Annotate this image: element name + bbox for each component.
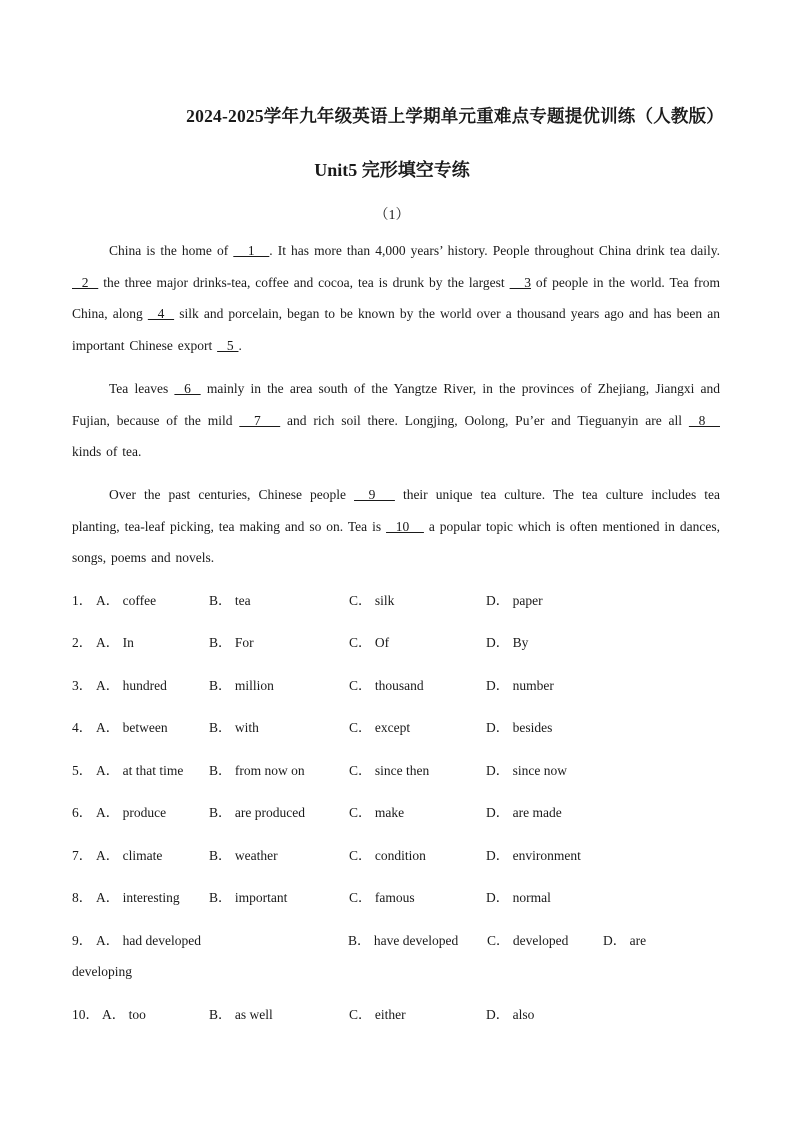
option-c: C． silk [349, 593, 395, 608]
option-d: D． also [486, 1007, 535, 1022]
blank-2: 2 [72, 274, 99, 290]
blank-4: 4 [147, 306, 175, 321]
option-c: C． famous [349, 890, 415, 905]
option-b: B． million [209, 678, 274, 693]
passage-paragraph-3 [72, 479, 720, 574]
option-b: B． as well [209, 1007, 273, 1022]
question-number: 6． [72, 805, 93, 820]
passage-text: Over the past centuries, Chinese people [109, 487, 355, 502]
option-d: D． number [486, 678, 554, 693]
option-c: C． since then [349, 763, 430, 778]
option-b: B． tea [209, 593, 251, 608]
passage-text: and rich soil there. Longjing, Oolong, Pu’er and Tieguanyin are all [280, 412, 689, 428]
option-b: B． weather [209, 848, 278, 863]
question-4 [72, 717, 732, 739]
question-9-wrap [72, 961, 732, 983]
option-a: A． between [96, 720, 168, 735]
option-c: C． either [349, 1007, 406, 1022]
option-b: B． have developed [348, 933, 459, 948]
option-d: D． since now [486, 763, 567, 778]
question-number: 3． [72, 678, 93, 693]
option-b: B． For [209, 635, 254, 650]
question-number: 8． [72, 890, 93, 905]
option-c: C． Of [349, 635, 390, 650]
option-b: B． important [209, 890, 288, 905]
option-a: A． interesting [96, 890, 180, 905]
passage-text: kinds of tea. [72, 444, 142, 459]
option-c: C． except [349, 720, 411, 735]
unit-subtitle: Unit5 完形填空专练 [314, 160, 470, 180]
option-d: D． are made [486, 805, 562, 820]
passage-text: the three major drinks-tea, coffee and cocoa, tea is drunk by the largest [98, 274, 510, 290]
passage-text: their unique tea culture. The tea culture includes tea planting, tea-leaf picking, tea making and so on. Tea is [72, 487, 720, 534]
question-number: 4． [72, 720, 93, 735]
option-a: A． In [96, 635, 134, 650]
blank-8: 8 [688, 412, 720, 428]
question-number: 5． [72, 763, 93, 778]
passage-text: mainly in the area south of the Yangtze River, in the provinces of Zhejiang, Jiangxi and Fujian, because of the mild [72, 381, 720, 428]
passage-text: a popular topic which is often mentioned in dances, songs, poems and novels. [72, 518, 720, 565]
option-c: C． make [349, 805, 405, 820]
passage-text: Tea leaves [109, 381, 175, 396]
option-d-continued: developing [72, 964, 132, 979]
passage-text: . [238, 337, 242, 353]
option-d: D． By [486, 635, 529, 650]
question-number: 2． [72, 635, 93, 650]
option-c: C． condition [349, 848, 426, 863]
document-title: 2024-2025学年九年级英语上学期单元重难点专题提优训练（人教版） [186, 106, 724, 126]
option-c: C． thousand [349, 678, 424, 693]
option-a: A． coffee [96, 593, 157, 608]
question-number: 10． [72, 1007, 99, 1022]
option-a: A． too [102, 1007, 146, 1022]
passage-text: of people in the world. Tea from China, along [72, 274, 720, 321]
section-number: （1） [374, 208, 410, 223]
blank-10: 10 [386, 518, 424, 534]
question-10 [72, 1004, 732, 1026]
passage-text: silk and porcelain, began to be known by the world over a thousand years ago and has been an important Chinese export [72, 306, 720, 353]
blank-9: 9 [354, 487, 395, 502]
option-d: D． are [603, 933, 647, 948]
question-9 [72, 930, 732, 952]
question-5 [72, 760, 732, 782]
option-b: B． with [209, 720, 259, 735]
blank-1: 1 [233, 243, 270, 258]
option-b: B． from now on [209, 763, 305, 778]
option-a: A． at that time [96, 763, 184, 778]
passage-paragraph-1 [72, 235, 720, 361]
option-d: D． normal [486, 890, 551, 905]
question-2 [72, 632, 732, 654]
option-a: A． climate [96, 848, 163, 863]
blank-6: 6 [174, 381, 201, 396]
question-number: 1． [72, 593, 93, 608]
option-d: D． environment [486, 848, 581, 863]
question-7 [72, 845, 732, 867]
question-1 [72, 590, 732, 612]
passage-text: . It has more than 4,000 years’ history. People throughout China drink tea daily. [269, 243, 720, 258]
blank-7: 7 [239, 412, 281, 428]
question-number: 9． [72, 933, 93, 948]
passage-text: China is the home of [109, 243, 234, 258]
option-a: A． produce [96, 805, 167, 820]
blank-5: 5 [217, 337, 239, 353]
option-b: B． are produced [209, 805, 305, 820]
blank-3: 3 [509, 274, 531, 290]
question-8 [72, 887, 732, 909]
passage-paragraph-2 [72, 373, 720, 468]
question-3 [72, 675, 732, 697]
question-number: 7． [72, 848, 93, 863]
option-c: C． developed [487, 933, 569, 948]
option-a: A． hundred [96, 678, 167, 693]
option-a: A． had developed [96, 933, 201, 948]
question-6 [72, 802, 732, 824]
option-d: D． besides [486, 720, 553, 735]
option-d: D． paper [486, 593, 543, 608]
